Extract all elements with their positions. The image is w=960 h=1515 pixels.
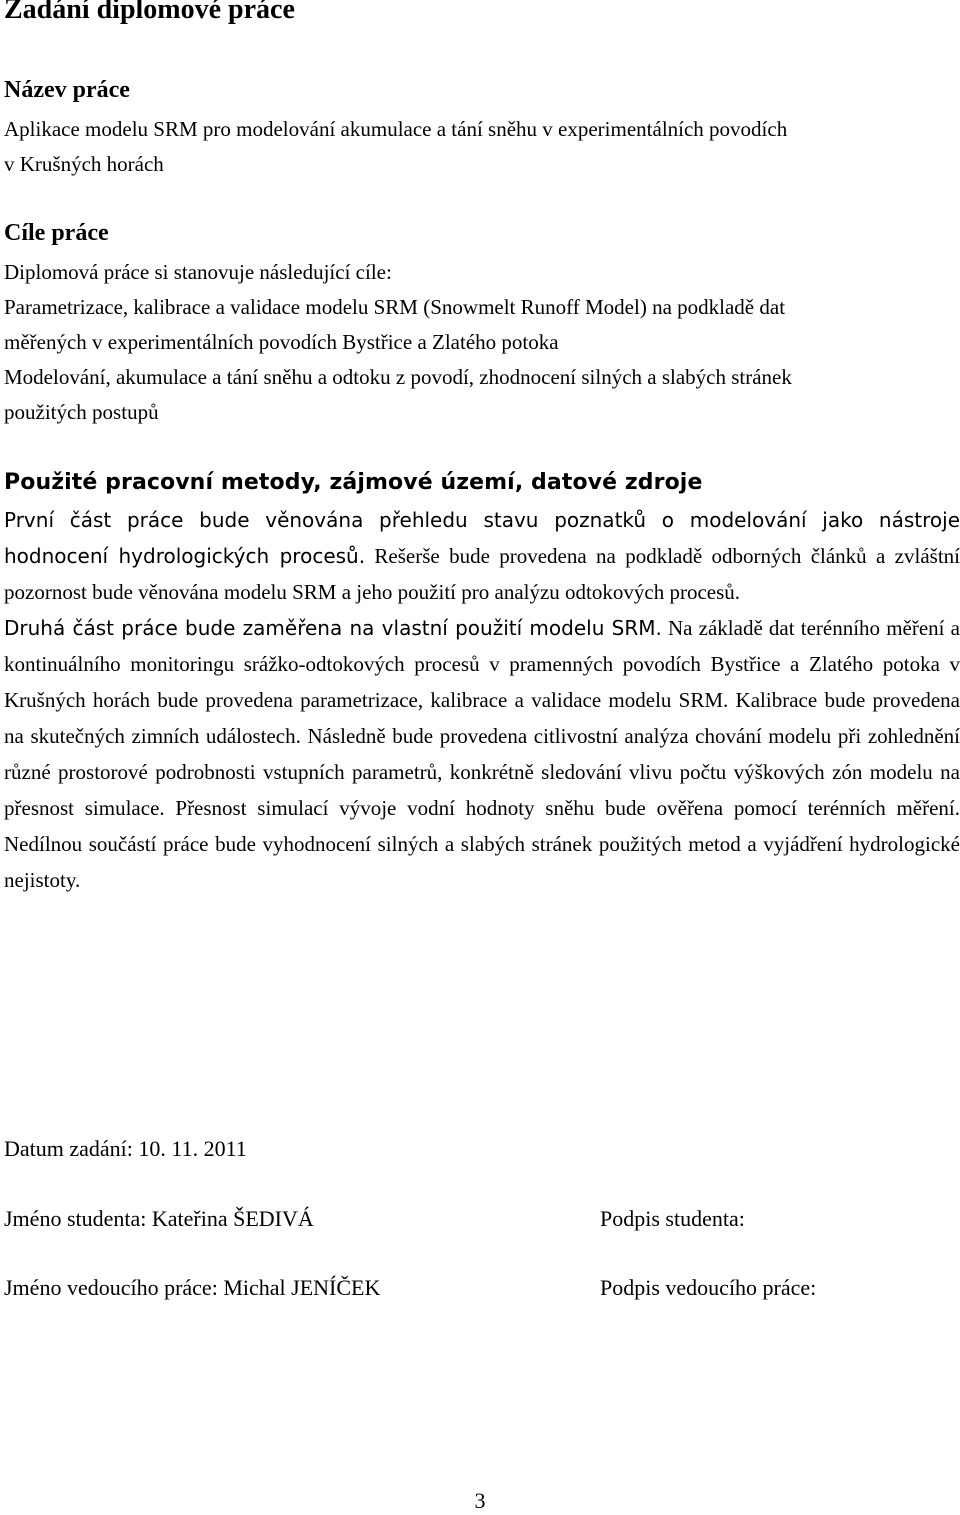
methods-paragraph-2-serif-part: Na základě dat terénního měření a kontinuálního monitoringu srážko-odtokových procesů v pramenných povodích Bystřice a Zlatého potoka v Krušných horách bude provedena parametrizace, kalibrace a validace modelu SRM. Kalibrace bude provedena na skutečných zimních událostech. Následně bude provedena citlivostní analýza chování modelu při zohlednění různé prostorové podrobnosti vstupních parametrů, konkrétně sledování vlivu počtu výškových zón modelu na přesnost simulace. Přesnost simulací vývoje vodní hodnoty sněhu bude ověřena pomocí terénních měření. Nedílnou součástí práce bude vyhodnocení silných a slabých stránek použitých metod a vyjádření hydrologické nejistoty. <box>4 616 960 892</box>
thesis-name-heading: Název práce <box>4 77 130 103</box>
methods-paragraph-2 <box>4 611 960 899</box>
goals-item-line-3: Modelování, akumulace a tání sněhu a odtoku z povodí, zhodnocení silných a slabých stránek <box>4 365 792 389</box>
page-number: 3 <box>474 1488 486 1513</box>
supervisor-signature-label: Podpis vedoucího práce: <box>600 1275 817 1300</box>
goals-heading: Cíle práce <box>4 220 109 246</box>
supervisor-name: Jméno vedoucího práce: Michal JENÍČEK <box>4 1275 381 1300</box>
assignment-date: Datum zadání: 10. 11. 2011 <box>4 1136 247 1161</box>
goals-item-line-2: měřených v experimentálních povodích Bystřice a Zlatého potoka <box>4 330 559 354</box>
methods-body <box>4 503 960 899</box>
document-title: Zadání diplomové práce <box>4 0 295 25</box>
thesis-name-line-1: Aplikace modelu SRM pro modelování akumulace a tání sněhu v experimentálních povodích <box>4 117 788 141</box>
student-signature-label: Podpis studenta: <box>600 1206 745 1231</box>
methods-paragraph-1-sans-part: První část práce bude věnována přehledu stavu poznatků o modelování jako nástroje hodnocení hydrologických procesů. <box>4 508 960 568</box>
student-name: Jméno studenta: Kateřina ŠEDIVÁ <box>4 1206 314 1231</box>
methods-paragraph-1 <box>4 503 960 611</box>
methods-heading: Použité pracovní metody, zájmové území, datové zdroje <box>4 470 703 495</box>
methods-paragraph-1-serif-part: Rešerše bude provedena na podkladě odborných článků a zvláštní pozornost bude věnována modelu SRM a jeho použití pro analýzu odtokových procesů. <box>4 544 960 604</box>
goals-intro: Diplomová práce si stanovuje následující cíle: <box>4 260 392 284</box>
goals-item-line-4: použitých postupů <box>4 400 159 424</box>
thesis-name-line-2: v Krušných horách <box>4 152 164 176</box>
methods-paragraph-2-sans-part: Druhá část práce bude zaměřena na vlastní použití modelu SRM. <box>4 616 662 640</box>
goals-item-line-1: Parametrizace, kalibrace a validace modelu SRM (Snowmelt Runoff Model) na podkladě dat <box>4 295 786 319</box>
